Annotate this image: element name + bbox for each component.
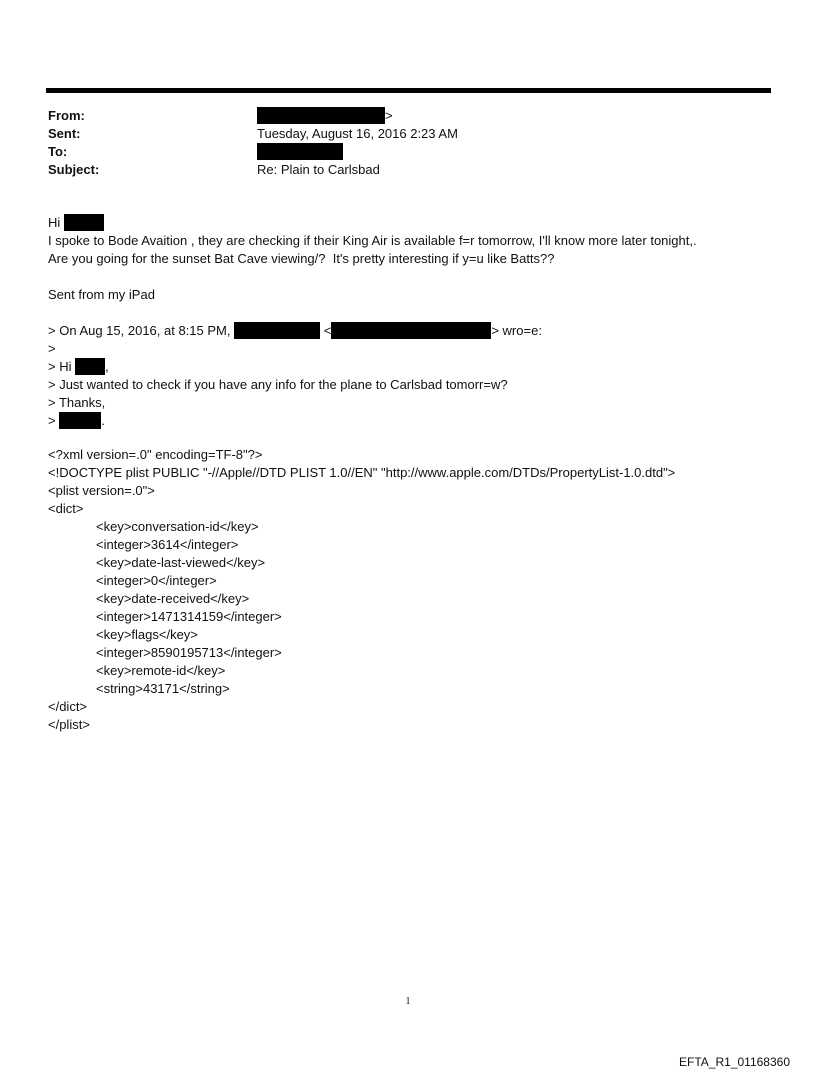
page-number: 1 [405,996,411,1007]
redaction-box [257,107,385,124]
plist-xml-block [48,446,788,734]
xml-entry-line: <key>date-received</key> [96,591,250,606]
xml-line: </plist> [48,717,90,732]
from-label: From: [48,108,85,123]
greeting-text: Hi [48,215,61,230]
redaction-box [59,412,101,429]
redaction-box [331,322,491,339]
xml-line: <?xml version=.0" encoding=TF-8"?> [48,447,263,462]
xml-entry-line: <integer>1471314159</integer> [96,609,282,624]
xml-line: </dict> [48,699,88,714]
from-suffix: > [385,108,393,123]
redaction-box [75,358,105,375]
message-body [48,214,788,430]
signature-line: Sent from my iPad [48,287,155,302]
redaction-box [64,214,104,231]
message-line: Are you going for the sunset Bat Cave viewing/? It's pretty interesting if y=u like Batts?? [48,251,555,266]
sent-label: Sent: [48,126,81,141]
xml-entry-line: <key>flags</key> [96,627,198,642]
xml-entry-line: <integer>8590195713</integer> [96,645,282,660]
subject-value: Re: Plain to Carlsbad [257,162,380,177]
xml-line: <plist version=.0"> [48,483,155,498]
xml-entry-line: <string>43171</string> [96,681,230,696]
email-header [48,107,768,179]
quoted-line [48,358,788,376]
quoted-text: > [48,413,56,428]
sent-value: Tuesday, August 16, 2016 2:23 AM [257,126,458,141]
xml-line: <dict> [48,501,84,516]
header-divider-rule [46,88,771,93]
quoted-text: < [323,323,332,338]
quoted-text: > Hi [48,359,72,374]
spacer [48,304,788,322]
quoted-line [48,322,788,340]
xml-entry-line: <integer>3614</integer> [96,537,239,552]
greeting-line [48,214,788,232]
quoted-text: , [105,359,109,374]
xml-entry-line: <integer>0</integer> [96,573,217,588]
quoted-text: > On Aug 15, 2016, at 8:15 PM, [48,323,231,338]
to-label: To: [48,144,68,159]
redaction-box [234,322,320,339]
quoted-line: > Thanks, [48,395,106,410]
from-row [48,107,768,125]
quoted-text: > wro=e: [491,323,542,338]
redaction-box [257,143,343,160]
message-line: I spoke to Bode Avaition , they are checking if their King Air is available f=r tomorrow, I'll know more later tonight,. [48,233,697,248]
subject-row [48,161,768,179]
to-row [48,143,768,161]
xml-entry-line: <key>remote-id</key> [96,663,226,678]
from-value [257,107,393,125]
spacer [48,268,788,286]
xml-line: <!DOCTYPE plist PUBLIC "-//Apple//DTD PLIST 1.0//EN" "http://www.apple.com/DTDs/PropertyList-1.0.dtd"> [48,465,676,480]
document-id: EFTA_R1_01168360 [679,1055,790,1069]
quoted-line [48,412,788,430]
subject-label: Subject: [48,162,100,177]
quoted-text: . [101,413,105,428]
quoted-line: > Just wanted to check if you have any info for the plane to Carlsbad tomorr=w? [48,377,508,392]
xml-entry-line: <key>date-last-viewed</key> [96,555,266,570]
sent-row [48,125,768,143]
quoted-line: > [48,341,56,356]
xml-entry-line: <key>conversation-id</key> [96,519,259,534]
to-value [257,143,343,161]
